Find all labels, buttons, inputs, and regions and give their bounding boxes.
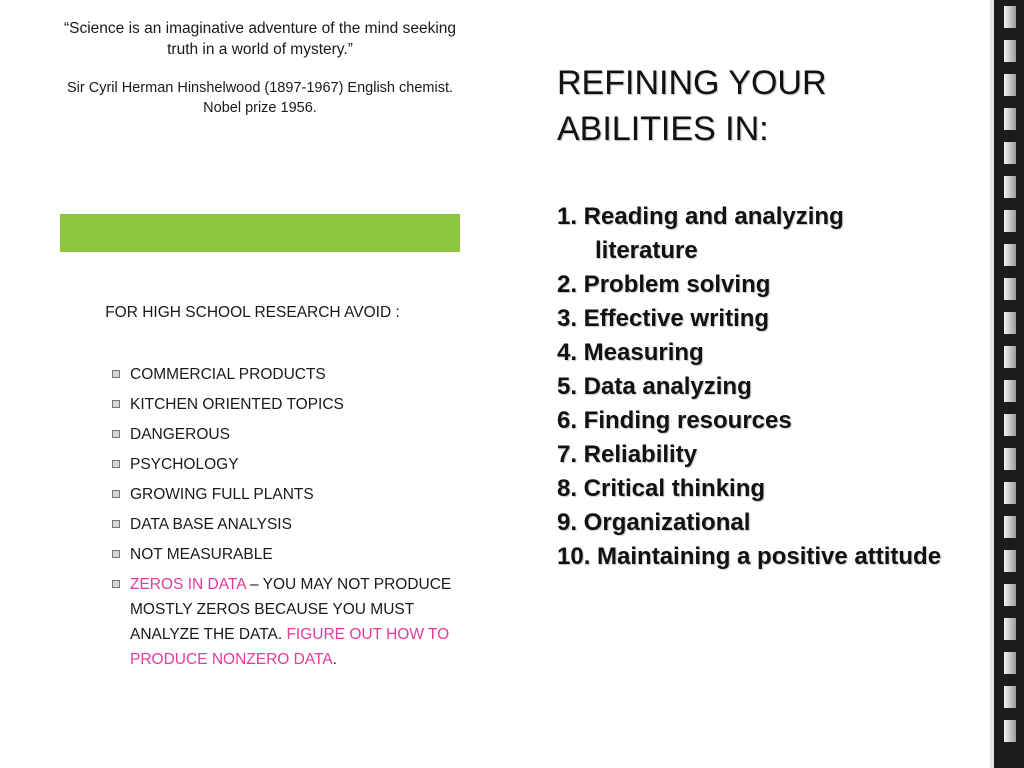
abilities-title: REFINING YOUR ABILITIES IN: [557, 64, 827, 148]
film-hole-icon [1004, 278, 1016, 300]
list-item [112, 512, 457, 537]
ability-item: 10. Maintaining a positive attitude [557, 543, 942, 570]
ability-item: 7. Reliability [557, 441, 698, 468]
film-hole-icon [1004, 550, 1016, 572]
list-item-zeros-in-data [112, 572, 457, 672]
film-hole-icon [1004, 210, 1016, 232]
ability-item: 5. Data analyzing [557, 373, 752, 400]
avoid-list [112, 362, 457, 677]
square-bullet-icon [112, 370, 120, 378]
avoid-item-label: PSYCHOLOGY [130, 456, 239, 473]
ability-item: 4. Measuring [557, 339, 704, 366]
avoid-item-label: NOT MEASURABLE [130, 546, 273, 563]
film-hole-icon [1004, 652, 1016, 674]
film-hole-icon [1004, 6, 1016, 28]
avoid-item-label: DANGEROUS [130, 426, 230, 443]
ability-item: 3. Effective writing [557, 305, 770, 332]
film-hole-icon [1004, 142, 1016, 164]
film-hole-icon [1004, 448, 1016, 470]
square-bullet-icon [112, 430, 120, 438]
film-hole-icon [1004, 346, 1016, 368]
zeros-explanation: – YOU MAY NOT PRODUCE MOSTLY ZEROS BECAUSE YOU MUST ANALYZE THE DATA. [130, 576, 452, 643]
film-hole-icon [1004, 312, 1016, 334]
avoid-item-label: GROWING FULL PLANTS [130, 486, 314, 503]
list-item [112, 482, 457, 507]
period-text: . [332, 651, 337, 668]
highlight-zeros-in-data: ZEROS IN DATA [130, 576, 246, 593]
quote-attribution: Sir Cyril Herman Hinshelwood (1897-1967) English chemist. Nobel prize 1956. [66, 80, 454, 116]
film-hole-icon [1004, 244, 1016, 266]
green-accent-bar [60, 214, 460, 252]
film-hole-icon [1004, 108, 1016, 130]
highlight-nonzero-data: FIGURE OUT HOW TO PRODUCE NONZERO DATA [130, 626, 450, 668]
film-hole-icon [1004, 40, 1016, 62]
avoid-heading: FOR HIGH SCHOOL RESEARCH AVOID : [105, 304, 400, 321]
film-hole-icon [1004, 516, 1016, 538]
list-item [112, 362, 457, 387]
quote-text: “Science is an imaginative adventure of the mind seeking truth in a world of mystery.” [63, 20, 457, 58]
abilities-list [557, 200, 967, 574]
film-hole-icon [1004, 686, 1016, 708]
square-bullet-icon [112, 520, 120, 528]
film-strip-edge [990, 0, 994, 768]
film-hole-icon [1004, 414, 1016, 436]
film-hole-icon [1004, 176, 1016, 198]
film-hole-icon [1004, 618, 1016, 640]
list-item [112, 422, 457, 447]
list-item [112, 392, 457, 417]
avoid-item-label: KITCHEN ORIENTED TOPICS [130, 396, 344, 413]
film-hole-icon [1004, 482, 1016, 504]
square-bullet-icon [112, 550, 120, 558]
ability-label-continued: literature [595, 237, 698, 264]
ability-item: 6. Finding resources [557, 407, 792, 434]
ability-item [557, 200, 967, 268]
square-bullet-icon [112, 580, 120, 588]
avoid-item-label: DATA BASE ANALYSIS [130, 516, 292, 533]
film-hole-icon [1004, 720, 1016, 742]
film-hole-icon [1004, 74, 1016, 96]
list-item [112, 542, 457, 567]
film-hole-icon [1004, 380, 1016, 402]
film-hole-icon [1004, 584, 1016, 606]
film-strip-border [990, 0, 1024, 768]
ability-label: 1. Reading and analyzing [557, 203, 844, 230]
square-bullet-icon [112, 400, 120, 408]
quote-block [60, 18, 460, 118]
ability-item: 9. Organizational [557, 509, 751, 536]
square-bullet-icon [112, 490, 120, 498]
square-bullet-icon [112, 460, 120, 468]
ability-item: 2. Problem solving [557, 271, 771, 298]
ability-item: 8. Critical thinking [557, 475, 766, 502]
avoid-item-label: COMMERCIAL PRODUCTS [130, 366, 326, 383]
list-item [112, 452, 457, 477]
